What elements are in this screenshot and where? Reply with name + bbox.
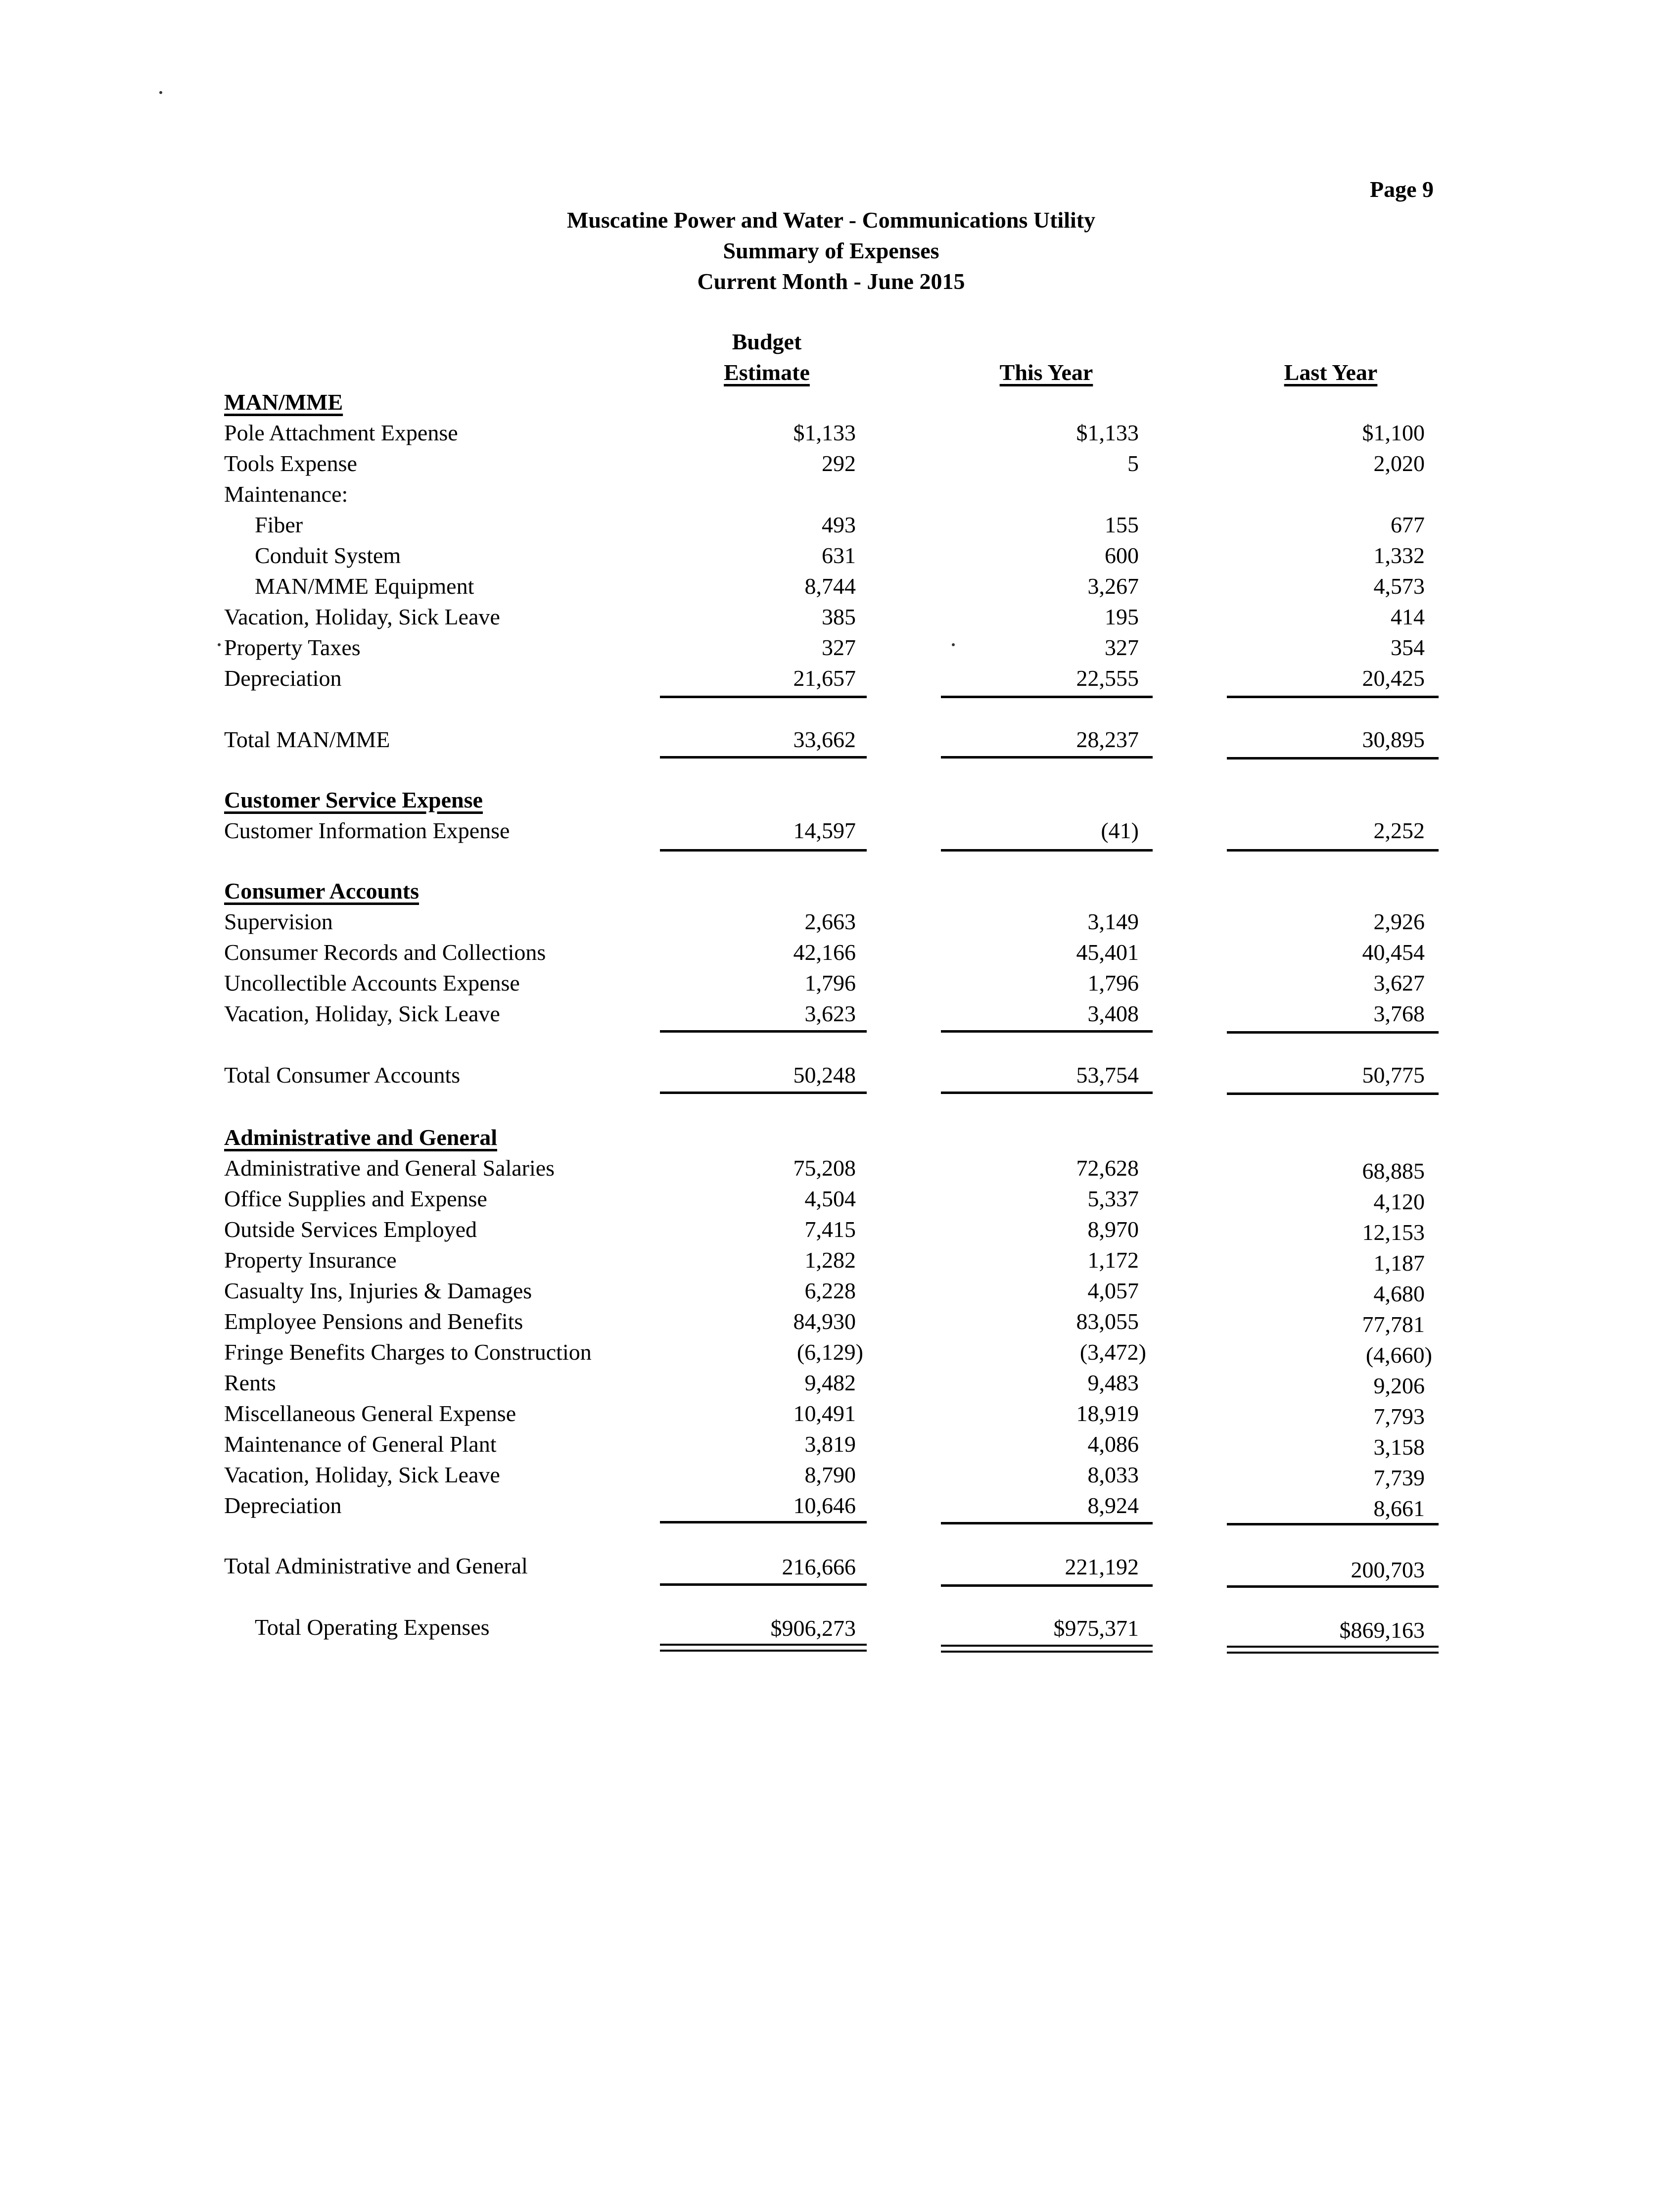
row-label: Supervision	[224, 909, 333, 934]
double-rule-top	[660, 1644, 867, 1646]
this-year-value: 4,057	[1087, 1278, 1139, 1303]
last-year-value: 3,627	[1373, 970, 1425, 996]
row-label: Fiber	[255, 512, 303, 537]
last-year-value: 68,885	[1362, 1158, 1425, 1184]
last-year-value: 20,425	[1362, 665, 1425, 691]
this-year-value: 4,086	[1087, 1431, 1139, 1457]
budget-total: 216,666	[782, 1554, 856, 1579]
budget-value: 7,415	[804, 1217, 856, 1242]
this-year-value: 195	[1105, 604, 1139, 629]
row-label: Maintenance:	[224, 481, 348, 507]
this-year-value: 8,924	[1087, 1493, 1139, 1518]
budget-value: 3,623	[804, 1001, 856, 1026]
budget-value: 10,491	[793, 1401, 856, 1426]
budget-value: 8,790	[804, 1462, 856, 1487]
budget-total: 33,662	[793, 727, 856, 752]
last-year-value: 1,187	[1373, 1250, 1425, 1276]
this-year-value: 18,919	[1076, 1401, 1139, 1426]
last-year-value: 414	[1391, 604, 1425, 629]
col-header-budget-estimate: Estimate	[724, 360, 810, 385]
budget-value: 21,657	[793, 665, 856, 691]
budget-value: 42,166	[793, 940, 856, 965]
this-year-total: 28,237	[1076, 727, 1139, 752]
last-year-value: 40,454	[1362, 940, 1425, 965]
this-year-value: 22,555	[1076, 665, 1139, 691]
this-year-value: (3,472)	[1079, 1339, 1146, 1365]
this-year-value: 3,267	[1087, 573, 1139, 599]
budget-value: 493	[822, 512, 856, 537]
last-year-value: 8,661	[1373, 1496, 1425, 1521]
row-label: Customer Information Expense	[224, 818, 510, 843]
row-label: Depreciation	[224, 1493, 342, 1518]
last-year-total: 50,775	[1362, 1062, 1425, 1088]
report-subtitle: Summary of Expenses	[723, 238, 939, 263]
row-label: Outside Services Employed	[224, 1217, 477, 1242]
last-year-value: 354	[1391, 635, 1425, 660]
subtotal-rule	[660, 1030, 867, 1033]
last-year-value: 9,206	[1373, 1373, 1425, 1398]
budget-value: 1,796	[804, 970, 856, 996]
total-rule	[941, 849, 1153, 852]
scan-speck	[218, 643, 221, 646]
this-year-value: 45,401	[1076, 940, 1139, 965]
row-label: Employee Pensions and Benefits	[224, 1309, 523, 1334]
last-year-total: 30,895	[1362, 727, 1425, 752]
last-year-value: 4,680	[1373, 1281, 1425, 1306]
last-year-value: 1,332	[1373, 543, 1425, 568]
total-rule	[1227, 1585, 1439, 1588]
budget-total: 50,248	[793, 1062, 856, 1088]
this-year-value: 9,483	[1087, 1370, 1139, 1395]
double-rule-top	[1227, 1646, 1439, 1648]
row-label: Maintenance of General Plant	[224, 1431, 497, 1457]
budget-value: 84,930	[793, 1309, 856, 1334]
total-rule	[1227, 849, 1439, 852]
row-label: Vacation, Holiday, Sick Leave	[224, 1001, 500, 1026]
budget-value: 2,663	[804, 909, 856, 934]
this-year-total: 53,754	[1076, 1062, 1139, 1088]
subtotal-rule	[1227, 1523, 1439, 1525]
budget-value: 8,744	[804, 573, 856, 599]
row-label: Casualty Ins, Injuries & Damages	[224, 1278, 532, 1303]
this-year-value: 5	[1127, 451, 1139, 476]
budget-value: 4,504	[804, 1186, 856, 1211]
total-rule	[660, 849, 867, 852]
section-heading-consumer-accounts: Consumer Accounts	[224, 878, 420, 903]
row-label: Consumer Records and Collections	[224, 940, 546, 965]
this-year-value: 600	[1105, 543, 1139, 568]
total-label: Total Consumer Accounts	[224, 1062, 461, 1088]
budget-value: 10,646	[793, 1493, 856, 1518]
last-year-value: (4,660)	[1365, 1342, 1432, 1368]
col-header-this-year: This Year	[999, 360, 1093, 385]
total-rule	[1227, 757, 1439, 760]
last-year-value: 2,926	[1373, 909, 1425, 934]
row-label: Rents	[224, 1370, 276, 1395]
this-year-value: 5,337	[1087, 1186, 1139, 1211]
this-year-value: (41)	[1101, 818, 1139, 843]
budget-value: $1,133	[793, 420, 856, 445]
row-label: Vacation, Holiday, Sick Leave	[224, 1462, 500, 1487]
total-label: Total MAN/MME	[224, 727, 390, 752]
budget-value: 14,597	[793, 818, 856, 843]
last-year-total: 200,703	[1351, 1557, 1425, 1582]
last-year-value: 2,252	[1373, 818, 1425, 843]
last-year-grand-total: $869,163	[1339, 1617, 1425, 1643]
subtotal-rule	[941, 1030, 1153, 1033]
this-year-grand-total: $975,371	[1053, 1615, 1139, 1641]
row-label: Office Supplies and Expense	[224, 1186, 487, 1211]
row-label: Pole Attachment Expense	[224, 420, 458, 445]
subtotal-rule	[941, 1522, 1153, 1524]
row-label: Administrative and General Salaries	[224, 1155, 555, 1181]
this-year-value: 8,033	[1087, 1462, 1139, 1487]
subtotal-rule	[660, 1521, 867, 1523]
total-rule	[660, 1583, 867, 1586]
scan-speck	[159, 91, 162, 94]
budget-value: 327	[822, 635, 856, 660]
last-year-value: $1,100	[1362, 420, 1425, 445]
this-year-value: 83,055	[1076, 1309, 1139, 1334]
this-year-total: 221,192	[1065, 1554, 1139, 1579]
total-rule	[1227, 1092, 1439, 1095]
last-year-value: 77,781	[1362, 1312, 1425, 1337]
col-header-budget-top: Budget	[732, 329, 802, 354]
last-year-value: 3,158	[1373, 1434, 1425, 1460]
report-title: Muscatine Power and Water - Communications Utility	[566, 207, 1096, 233]
last-year-value: 2,020	[1373, 451, 1425, 476]
row-label: Depreciation	[224, 665, 342, 691]
subtotal-rule	[660, 696, 867, 698]
budget-value: (6,129)	[796, 1339, 863, 1365]
section-heading-admin-general: Administrative and General	[224, 1125, 497, 1150]
row-label: Uncollectible Accounts Expense	[224, 970, 520, 996]
row-label: Property Taxes	[224, 635, 361, 660]
budget-value: 631	[822, 543, 856, 568]
row-label: Property Insurance	[224, 1247, 397, 1273]
budget-value: 6,228	[804, 1278, 856, 1303]
double-rule-bottom	[941, 1651, 1153, 1653]
last-year-value: 677	[1391, 512, 1425, 537]
this-year-value: 1,172	[1087, 1247, 1139, 1273]
last-year-value: 4,120	[1373, 1189, 1425, 1214]
total-label: Total Administrative and General	[224, 1553, 528, 1578]
row-label: Tools Expense	[224, 451, 357, 476]
budget-grand-total: $906,273	[770, 1615, 856, 1641]
subtotal-rule	[1227, 696, 1439, 698]
budget-value: 75,208	[793, 1155, 856, 1181]
this-year-value: $1,133	[1076, 420, 1139, 445]
page-number: Page 9	[1369, 177, 1434, 202]
budget-value: 1,282	[804, 1247, 856, 1273]
last-year-value: 4,573	[1373, 573, 1425, 599]
total-rule	[941, 1092, 1153, 1094]
total-rule	[941, 756, 1153, 759]
grand-total-label: Total Operating Expenses	[255, 1615, 490, 1640]
section-heading-man-mme: MAN/MME	[224, 389, 343, 415]
row-label: Miscellaneous General Expense	[224, 1401, 516, 1426]
this-year-value: 327	[1105, 635, 1139, 660]
double-rule-top	[941, 1645, 1153, 1647]
this-year-value: 3,149	[1087, 909, 1139, 934]
budget-value: 385	[822, 604, 856, 629]
row-label: Fringe Benefits Charges to Construction	[224, 1339, 592, 1365]
subtotal-rule	[941, 696, 1153, 698]
last-year-value: 12,153	[1362, 1220, 1425, 1245]
row-label: Conduit System	[255, 543, 401, 568]
budget-value: 292	[822, 451, 856, 476]
this-year-value: 3,408	[1087, 1001, 1139, 1026]
report-period: Current Month - June 2015	[697, 269, 965, 294]
scan-speck	[952, 643, 955, 646]
subtotal-rule	[1227, 1031, 1439, 1034]
row-label: Vacation, Holiday, Sick Leave	[224, 604, 500, 629]
col-header-last-year: Last Year	[1284, 360, 1378, 385]
budget-value: 9,482	[804, 1370, 856, 1395]
total-rule	[941, 1584, 1153, 1587]
total-rule	[660, 1092, 867, 1094]
double-rule-bottom	[660, 1650, 867, 1652]
last-year-value: 7,739	[1373, 1465, 1425, 1490]
this-year-value: 155	[1105, 512, 1139, 537]
this-year-value: 72,628	[1076, 1155, 1139, 1181]
section-heading-customer-service: Customer Service Expense	[224, 787, 483, 812]
this-year-value: 8,970	[1087, 1217, 1139, 1242]
budget-value: 3,819	[804, 1431, 856, 1457]
last-year-value: 3,768	[1373, 1001, 1425, 1026]
row-label: MAN/MME Equipment	[255, 573, 474, 599]
double-rule-bottom	[1227, 1652, 1439, 1654]
total-rule	[660, 756, 867, 759]
last-year-value: 7,793	[1373, 1404, 1425, 1429]
this-year-value: 1,796	[1087, 970, 1139, 996]
